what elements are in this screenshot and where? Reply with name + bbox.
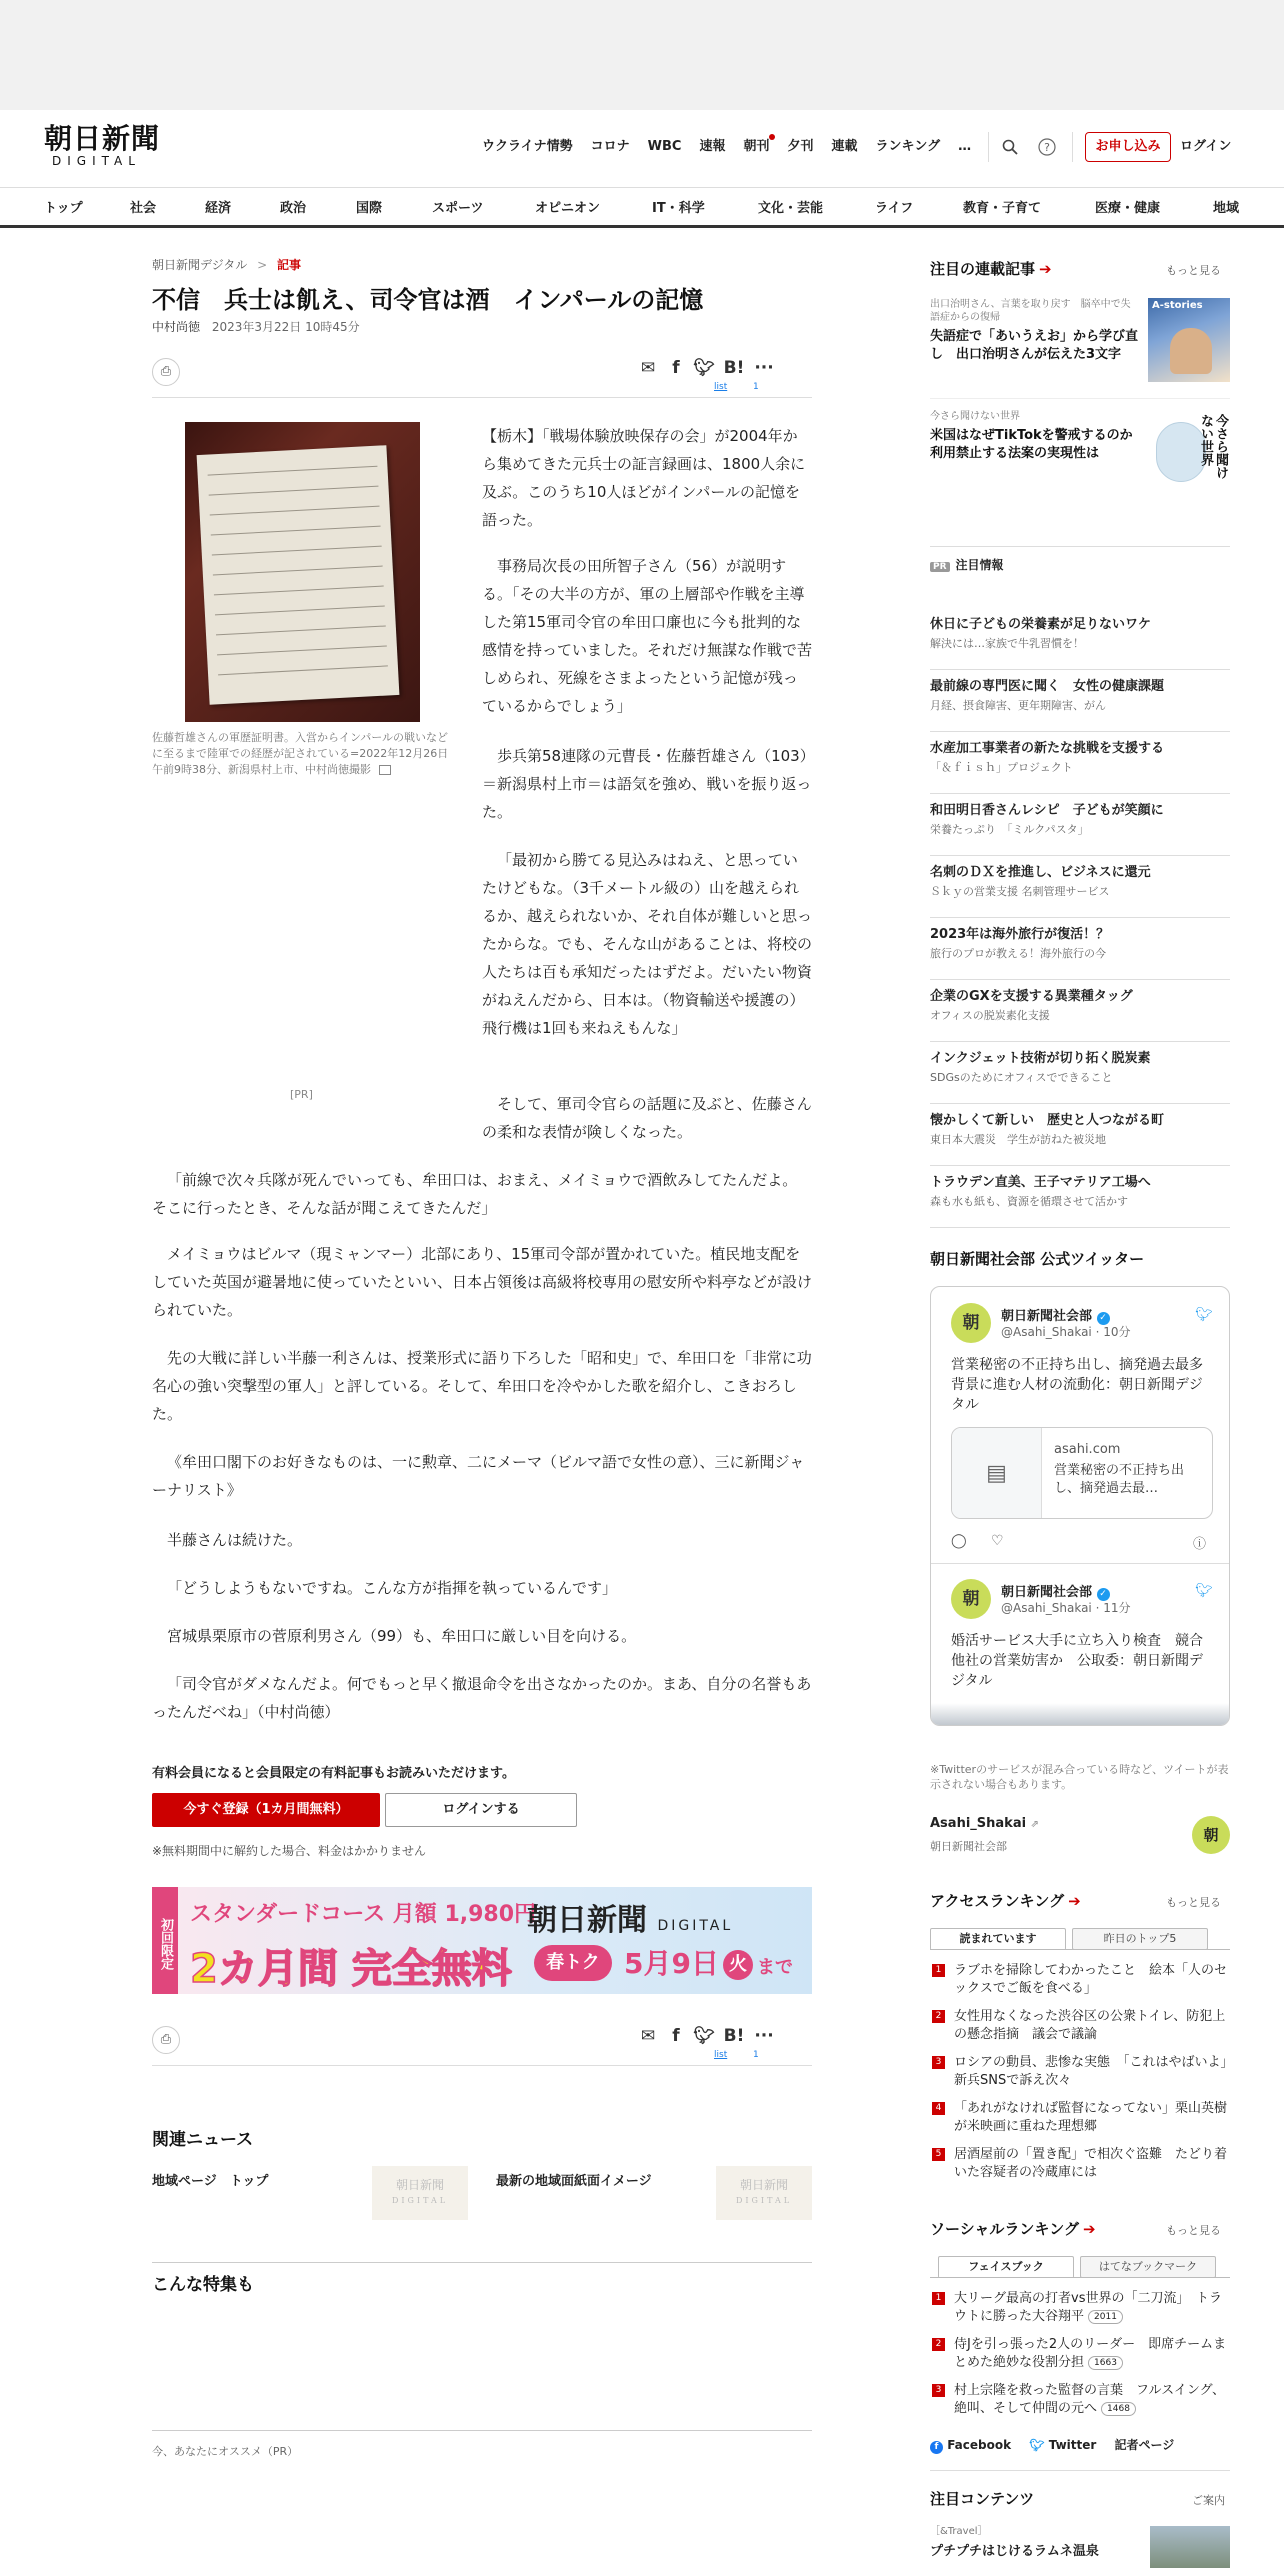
attention-item[interactable] xyxy=(930,988,1230,1042)
article-photo[interactable] xyxy=(185,422,420,722)
rank-number: 3 xyxy=(932,2384,945,2397)
tab-yesterday-top5[interactable]: 昨日のトップ5 xyxy=(1072,1928,1208,1950)
share-count: 1 xyxy=(753,382,759,392)
share-list-link[interactable]: list xyxy=(714,382,728,392)
tab-hatena[interactable]: はてなブックマーク xyxy=(1080,2256,1216,2278)
ranking-item[interactable] xyxy=(932,2100,1228,2140)
serial-category: 出口治明さん、言葉を取り戻す 脳卒中で失語症からの復帰 xyxy=(930,299,1131,323)
attention-title: トラウデン直美、王子マテリア工場へ xyxy=(930,1175,1151,1190)
twitter-icon[interactable]: 🐦︎ xyxy=(693,358,715,378)
attention-title: 最前線の専門医に聞く 女性の健康課題 xyxy=(930,679,1165,694)
paywall-note: 有料会員になると会員限定の有料記事もお読みいただけます。 xyxy=(152,1766,515,1781)
more-share-icon[interactable]: ··· xyxy=(754,358,774,378)
tweet-link-card[interactable] xyxy=(951,1427,1213,1519)
share-count-badge: 1468 xyxy=(1101,2402,1136,2416)
top-nav-label: 朝刊 xyxy=(743,139,770,154)
top-nav-item[interactable]: 連載 xyxy=(831,139,858,154)
article-byline xyxy=(152,318,360,335)
category-nav-item[interactable]: 文化・芸能 xyxy=(758,201,824,216)
divider xyxy=(1072,132,1073,162)
twitter-bird-icon[interactable]: 🐦︎ xyxy=(1195,1307,1213,1323)
serial-thumb[interactable] xyxy=(1148,298,1230,382)
divider xyxy=(930,1949,1230,1950)
article-paragraph: 《牟田口閣下のお好きなものは、一に勲章、二にメーマ（ビルマ語で女性の意）、三に新聞ジャーナリスト》 xyxy=(152,1453,805,1499)
serial-heading[interactable] xyxy=(930,258,1052,279)
attention-sub: Ｓｋｙの営業支援 名刺管理サービス xyxy=(930,885,1110,898)
article-icon: ▤ xyxy=(952,1428,1042,1519)
help-icon[interactable] xyxy=(1036,136,1058,158)
access-tabs xyxy=(930,1928,1208,1950)
face-shape xyxy=(1170,328,1212,374)
top-nav-item[interactable]: ウクライナ情勢 xyxy=(482,139,573,154)
article-paragraph: そして、軍司令官らの話題に及ぶと、佐藤さんの柔和な表情が険しくなった。 xyxy=(482,1095,812,1141)
attention-title: 和田明日香さんレシピ 子どもが笑顔に xyxy=(930,803,1164,818)
access-ranking-heading[interactable] xyxy=(930,1890,1081,1911)
rank-title xyxy=(954,2382,1228,2418)
attention-heading xyxy=(930,556,1004,573)
more-menu-icon[interactable]: … xyxy=(958,139,972,154)
category-nav-item[interactable]: スポーツ xyxy=(432,201,484,216)
attention-title: 企業のGXを支援する異業種タッグ xyxy=(930,989,1133,1004)
top-nav-item[interactable]: ランキング xyxy=(875,139,941,154)
category-nav-item[interactable]: 政治 xyxy=(280,201,307,216)
feature-heading: こんな特集も xyxy=(152,2275,254,2295)
rank-number: 1 xyxy=(932,1964,945,1977)
rank-title: 「あれがなければ監督になってない」栗山英樹が米映画に重ねた理想郷 xyxy=(954,2101,1228,2134)
tweet-body: 営業秘密の不正持ち出し、摘発過去最多 背景に進む人材の流動化：朝日新聞デジタル xyxy=(951,1357,1217,1413)
rank-title: 女性用なくなった渋谷区の公衆トイレ、防犯上の懸念指摘 議会で議論 xyxy=(954,2009,1226,2042)
banner-course-text: スタンダードコース 月額 1,980円 xyxy=(190,1902,537,1927)
account-name[interactable] xyxy=(930,1816,1039,1831)
facebook-icon: f xyxy=(930,2441,943,2454)
content-guide-link[interactable]: ご案内 xyxy=(1192,2494,1225,2507)
rank-number: 4 xyxy=(932,2102,945,2115)
facebook-icon[interactable]: f xyxy=(672,2026,680,2046)
print-icon[interactable]: ⎙ xyxy=(152,2026,180,2054)
facebook-link[interactable] xyxy=(930,2438,1011,2452)
photo-caption xyxy=(152,730,452,778)
attention-sub: 「＆ｆｉｓｈ」プロジェクト xyxy=(930,761,1073,774)
article-paragraph: 【栃木】「戦場体験放映保存の会」が2004年から集めてきた元兵士の証言録画は、1800人余に及ぶ。このうち10人ほどがインパールの記憶を語った。 xyxy=(482,427,806,529)
serial-title: 米国はなぜTikTokを警戒するのか 利用禁止する法案の実現性は xyxy=(930,428,1146,461)
top-nav-item[interactable]: 夕刊 xyxy=(787,139,814,154)
breadcrumb-home[interactable]: 朝日新聞デジタル xyxy=(152,258,248,272)
like-icon[interactable]: ♡ xyxy=(991,1533,1004,1549)
attention-item[interactable] xyxy=(930,616,1230,670)
more-share-icon[interactable]: ··· xyxy=(754,2026,774,2046)
attention-heading-text: 注目情報 xyxy=(955,558,1004,572)
register-button[interactable]: 今すぐ登録（1カ月間無料） xyxy=(152,1793,380,1827)
thumb-label: 今さら聞けない世界 xyxy=(1198,414,1228,479)
rank-title-text: 村上宗隆を救った監督の言葉 フルスイング、絶叫、そして仲間の元へ xyxy=(954,2383,1226,2416)
twitter-heading: 朝日新聞社会部 公式ツイッター xyxy=(930,1250,1145,1268)
top-ad-area xyxy=(0,0,1284,110)
attention-sub: 旅行のプロが教える！海外旅行の今 xyxy=(930,947,1106,960)
breadcrumb xyxy=(152,256,301,273)
article-paragraph: 宮城県栗原市の菅原利男さん（99）も、牟田口に厳しい目を向ける。 xyxy=(167,1627,637,1645)
banner-limited-label: 初回限定 xyxy=(152,1887,178,1994)
rank-title: ロシアの動員、悲惨な実態 「これはやばいよ」新兵SNSで訴え次々 xyxy=(954,2055,1228,2088)
tab-most-read[interactable]: 読まれています xyxy=(930,1928,1066,1950)
serial-category: 今さら聞けない世界 xyxy=(930,411,1020,422)
pr-badge: PR xyxy=(930,562,950,572)
tweet-body: 婚活サービス大手に立ち入り検査 競合他社の営業妨害か 公取委：朝日新聞デジタル xyxy=(951,1633,1203,1689)
divider xyxy=(930,546,1230,547)
social-links xyxy=(930,2436,1188,2454)
article-paragraph: 「どうしようもないですね。こんな方が指揮を執っているんです」 xyxy=(167,1579,618,1597)
banner-brand-sub: DIGITAL xyxy=(657,1918,734,1934)
article-paragraph: 事務局次長の田所智子さん（56）が説明する。「その大半の方が、軍の上層部や作戦を主導した第15軍司令官の牟田口廉也に今も批判的な感情を持っていました。それだけ無謀な作戦で苦しめられ、死線をさまよったという記憶が残っているからでしょう」 xyxy=(482,557,813,715)
serial-thumb[interactable] xyxy=(1148,408,1230,492)
breadcrumb-separator: > xyxy=(257,258,268,272)
category-nav-item[interactable]: トップ xyxy=(44,201,83,216)
card-text: 営業秘密の不正持ち出し、摘発過去最… xyxy=(1054,1463,1185,1496)
article-paragraph: 「前線で次々兵隊が死んでいっても、牟田口は、おまえ、メイミョウで酒飲みしてたんだよ。そこに行ったとき、そんな話が聞こえてきたんだ」 xyxy=(152,1171,798,1217)
content-heading: 注目コンテンツ xyxy=(930,2490,1035,2508)
related-news-heading: 関連ニュース xyxy=(152,2130,254,2150)
article-date: 2023年3月22日 10時45分 xyxy=(211,320,360,334)
mail-icon[interactable]: ✉ xyxy=(640,358,656,378)
attention-item[interactable] xyxy=(930,678,1230,732)
category-nav-item[interactable]: 国際 xyxy=(356,201,383,216)
tweet-author[interactable] xyxy=(1001,1581,1110,1601)
mail-icon[interactable]: ✉ xyxy=(640,2026,656,2046)
attention-title: 休日に子どもの栄養素が足りないワケ xyxy=(930,617,1152,632)
rank-number: 2 xyxy=(932,2010,945,2023)
arrow-right-icon: ➔ xyxy=(1039,260,1052,278)
category-nav-item[interactable]: 教育・子育て xyxy=(963,201,1042,216)
print-icon[interactable]: ⎙ xyxy=(152,358,180,386)
category-nav-item[interactable]: IT・科学 xyxy=(652,201,705,216)
related-thumb[interactable] xyxy=(372,2166,468,2220)
article-paragraph: 「司令官がダメなんだよ。何でもっと早く撤退命令を出さなかったのか。まあ、自分の名誉もあったんだべね」（中村尚徳） xyxy=(152,1675,812,1721)
rank-title: ラブホを掃除してわかったこと 絵本「人のセックスでご飯を食べる」 xyxy=(954,1963,1228,1996)
twitter-icon: 🐦︎ xyxy=(1029,2438,1045,2452)
content-category: ［&Travel］ xyxy=(930,2526,988,2537)
avatar[interactable]: 朝 xyxy=(951,1579,991,1619)
arrow-right-icon: ➔ xyxy=(1082,2220,1096,2238)
attention-sub: 解決には…家族で牛乳習慣を！ xyxy=(930,637,1084,650)
free-period-note: ※無料期間中に解約した場合、料金はかかりません xyxy=(152,1844,427,1858)
photo-caption-text: 佐藤哲雄さんの軍歴証明書。入営からインパールの戦いなどに至るまで陸軍での経歴が記されている=2022年12月26日午前9時38分、新潟県村上市、中村尚徳撮影 xyxy=(152,731,449,776)
related-news-item[interactable]: 最新の地域面紙面イメージ xyxy=(496,2174,652,2189)
logo-text: 朝日新聞 xyxy=(44,122,161,155)
ranking-item[interactable] xyxy=(932,2054,1228,2094)
avatar[interactable]: 朝 xyxy=(1192,1816,1230,1854)
attention-sub: SDGsのためにオフィスでできること xyxy=(930,1071,1113,1084)
social-more-link[interactable]: もっと見る xyxy=(1166,2224,1221,2237)
attention-sub: オフィスの脱炭素化支援 xyxy=(930,1009,1050,1022)
external-link-icon: ⇗ xyxy=(1030,1819,1039,1830)
serial-item[interactable] xyxy=(930,410,1146,463)
banner-free-text: 2カ月間 完全無料 xyxy=(190,1946,512,1992)
article-paragraph: メイミョウはビルマ（現ミャンマー）北部にあり、15軍司令部が置かれていた。植民地支配をしていた英国が避暑地に使っていたといい、日本占領後は高級将校専用の慰安所や料亭などが設けられていた。 xyxy=(152,1245,813,1319)
article-paragraph: 先の大戦に詳しい半藤一利さんは、授業形式に語り下ろした「昭和史」で、牟田口を「非常に功名心の強い突撃型の軍人」と評している。そして、牟田口を冷やかした歌を紹介し、こきおろした。 xyxy=(152,1349,812,1423)
document-image xyxy=(197,445,400,705)
attention-item[interactable] xyxy=(930,1174,1230,1228)
article-paragraph: 歩兵第58連隊の元曹長・佐藤哲雄さん（103）＝新潟県村上市＝は語気を強め、戦いを振り返った。 xyxy=(482,747,812,821)
rank-title-text: 侍Jを引っ張った2人のリーダー 即席チームまとめた絶妙な役割分担 xyxy=(954,2337,1227,2370)
share-list-link[interactable]: list xyxy=(714,2050,728,2060)
category-nav xyxy=(0,188,1284,228)
breadcrumb-current[interactable]: 記事 xyxy=(277,258,302,272)
tab-facebook[interactable]: フェイスブック xyxy=(938,2256,1074,2278)
category-nav-item[interactable]: オピニオン xyxy=(535,201,601,216)
social-ranking-item[interactable] xyxy=(932,2336,1228,2376)
attention-sub: 月経、摂食障害、更年期障害、がん xyxy=(930,699,1106,712)
category-nav-item[interactable]: 経済 xyxy=(205,201,232,216)
tweet-handle: @Asahi_Shakai · 11分 xyxy=(1001,1601,1131,1615)
attention-title: インクジェット技術が切り拓く脱炭素 xyxy=(930,1051,1151,1066)
category-nav-item[interactable]: 医療・健康 xyxy=(1095,201,1161,216)
rank-title xyxy=(954,2336,1228,2372)
top-nav-item[interactable]: WBC xyxy=(647,139,682,154)
attention-item[interactable] xyxy=(930,740,1230,794)
share-count-badge: 1663 xyxy=(1088,2356,1123,2370)
social-ranking-item[interactable] xyxy=(932,2290,1228,2330)
rank-number: 1 xyxy=(932,2292,945,2305)
share-bar-top xyxy=(152,350,812,398)
svg-text:?: ? xyxy=(1044,141,1050,154)
access-more-link[interactable]: もっと見る xyxy=(1166,1896,1221,1909)
banner-date xyxy=(624,1942,793,1982)
divider xyxy=(930,398,1230,399)
tweet-author-name: 朝日新聞社会部 xyxy=(1001,1585,1093,1600)
subscribe-button[interactable]: お申し込み xyxy=(1085,132,1171,162)
account-name-text: Asahi_Shakai xyxy=(930,1816,1027,1831)
verified-icon: ✓ xyxy=(1097,1588,1110,1601)
account-sub: 朝日新聞社会部 xyxy=(930,1840,1007,1853)
content-title[interactable]: プチプチはじけるラムネ温泉 xyxy=(930,2544,1099,2559)
attention-item[interactable] xyxy=(930,1112,1230,1166)
pr-label: [PR] xyxy=(290,1088,313,1101)
new-indicator-dot xyxy=(769,134,775,140)
related-thumb[interactable] xyxy=(716,2166,812,2220)
facebook-link-text: Facebook xyxy=(947,2438,1012,2452)
top-nav-item[interactable]: コロナ xyxy=(590,139,630,154)
attention-title: 懐かしくて新しい 歴史と人つながる町 xyxy=(930,1113,1165,1128)
thumb-logo-sub: DIGITAL xyxy=(391,2196,449,2205)
serial-title: 失語症で「あいうえお」から学び直し 出口治明さんが伝えた3文字 xyxy=(930,329,1139,362)
social-ranking-item[interactable] xyxy=(932,2382,1228,2422)
attention-title: 名刺のＤＸを推進し、ビジネスに還元 xyxy=(930,865,1151,880)
reporter-page-link[interactable]: 記者ページ xyxy=(1114,2438,1175,2452)
tweet[interactable] xyxy=(951,1579,1213,1719)
social-ranking-heading-text: ソーシャルランキング xyxy=(930,2220,1079,2238)
banner-weekday: 火 xyxy=(723,1950,753,1980)
reply-icon[interactable]: ◯ xyxy=(951,1533,967,1549)
attention-title: 2023年は海外旅行が復活！？ xyxy=(930,927,1110,942)
card-domain: asahi.com xyxy=(1054,1442,1121,1457)
attention-sub: 栄養たっぷり 「ミルクパスタ」 xyxy=(930,823,1089,836)
rank-title-text: 大リーグ最高の打者vs世界の「二刀流」 トラウトに勝った大谷翔平 xyxy=(954,2291,1222,2324)
twitter-link-text: Twitter xyxy=(1048,2438,1097,2452)
rank-number: 2 xyxy=(932,2338,945,2351)
hatena-bookmark-icon[interactable]: B! xyxy=(723,2026,745,2046)
tweet-author[interactable] xyxy=(1001,1305,1110,1325)
twitter-note: ※Twitterのサービスが混み合っている時など、ツイートが表示されない場合もあります。 xyxy=(930,1763,1229,1791)
category-nav-item[interactable]: 社会 xyxy=(130,201,157,216)
timeline-fade xyxy=(931,1703,1230,1726)
related-news-item[interactable]: 地域ページ トップ xyxy=(152,2174,269,2189)
logo-subtext: DIGITAL xyxy=(52,154,141,168)
twitter-timeline[interactable] xyxy=(930,1286,1230,1726)
recommend-label: 今、あなたにオススメ（PR） xyxy=(152,2445,299,2458)
gallery-icon[interactable] xyxy=(379,765,391,775)
divider xyxy=(930,2470,1230,2471)
attention-title: 水産加工事業者の新たな挑戦を支援する xyxy=(930,741,1165,756)
divider xyxy=(152,2262,812,2263)
hatena-bookmark-icon[interactable]: B! xyxy=(723,358,745,378)
attention-item[interactable] xyxy=(930,1050,1230,1104)
rank-number: 5 xyxy=(932,2148,945,2161)
attention-item[interactable] xyxy=(930,802,1230,856)
site-logo[interactable] xyxy=(44,124,174,170)
rank-title xyxy=(954,2290,1228,2326)
share-count-badge: 2011 xyxy=(1088,2310,1123,2324)
login-link[interactable]: ログイン xyxy=(1180,139,1232,154)
ranking-item[interactable] xyxy=(932,1962,1228,2002)
promo-banner[interactable] xyxy=(152,1887,812,1994)
top-nav-item[interactable]: 速報 xyxy=(699,139,726,154)
twitter-icon[interactable]: 🐦︎ xyxy=(693,2026,715,2046)
divider xyxy=(930,2277,1230,2278)
social-ranking-heading[interactable] xyxy=(930,2218,1096,2239)
rank-number: 3 xyxy=(932,2056,945,2069)
ranking-item[interactable] xyxy=(932,2146,1228,2186)
tweet-author-name: 朝日新聞社会部 xyxy=(1001,1309,1093,1324)
rank-title: 居酒屋前の「置き配」で相次ぐ盗難 たどり着いた容疑者の冷蔵庫には xyxy=(954,2147,1228,2180)
search-icon[interactable] xyxy=(999,136,1021,158)
article-paragraph: 半藤さんは続けた。 xyxy=(167,1531,303,1549)
serial-heading-text: 注目の連載記事 xyxy=(930,260,1036,278)
verified-icon: ✓ xyxy=(1097,1312,1110,1325)
attention-item[interactable] xyxy=(930,864,1230,918)
attention-item[interactable] xyxy=(930,926,1230,980)
banner-date-text: 5月9日 xyxy=(624,1947,719,1980)
arrow-right-icon: ➔ xyxy=(1068,1892,1081,1910)
divider xyxy=(152,2430,812,2431)
thumb-logo: 朝日新聞 xyxy=(395,2178,444,2192)
ranking-item[interactable] xyxy=(932,2008,1228,2048)
article-author[interactable]: 中村尚徳 xyxy=(152,320,201,334)
tweet-handle: @Asahi_Shakai · 10分 xyxy=(1001,1325,1131,1339)
banner-made: まで xyxy=(756,1957,793,1978)
top-nav xyxy=(482,136,989,158)
paywall-login-button[interactable]: ログインする xyxy=(385,1793,577,1827)
category-nav-item[interactable]: ライフ xyxy=(875,201,914,216)
thumb-logo-sub: DIGITAL xyxy=(735,2196,793,2205)
banner-brand xyxy=(527,1895,733,1939)
twitter-link[interactable] xyxy=(1029,2438,1096,2452)
article-title: 不信 兵士は飢え、司令官は酒 インパールの記憶 xyxy=(152,286,704,314)
serial-item[interactable] xyxy=(930,298,1140,364)
banner-spring-badge: 春トク xyxy=(534,1945,612,1981)
social-tabs xyxy=(938,2256,1216,2278)
attention-sub: 森も水も紙も、資源を循環させて活かす xyxy=(930,1195,1128,1208)
access-ranking-heading-text: アクセスランキング xyxy=(930,1892,1065,1910)
share-bar-bottom xyxy=(152,2018,812,2066)
content-thumb[interactable] xyxy=(1150,2526,1230,2568)
banner-brand-text: 朝日新聞 xyxy=(527,1903,647,1938)
category-nav-item[interactable]: 地域 xyxy=(1213,201,1240,216)
avatar[interactable]: 朝 xyxy=(951,1303,991,1343)
thumb-logo: 朝日新聞 xyxy=(739,2178,788,2192)
share-count: 1 xyxy=(753,2050,759,2060)
article-paragraph: 「最初から勝てる見込みはねえ、と思っていたけどもな。（3千メートル級の）山を越えられるか、越えられないか、それ自体が難しいと思ったからな。でも、そんな山があることは、将校の人たちは百も承知だったはずだよ。だいたい物資がねえんだから、日本は。（物資輸送や援護の）飛行機は1回も来ねえもんな」 xyxy=(482,851,813,1037)
thumb-label: A-stories xyxy=(1152,300,1203,311)
divider xyxy=(988,132,989,162)
twitter-bird-icon[interactable]: 🐦︎ xyxy=(1195,1583,1213,1599)
facebook-icon[interactable]: f xyxy=(672,358,680,378)
attention-sub: 東日本大震災 学生が訪ねた被災地 xyxy=(930,1133,1106,1146)
divider xyxy=(931,1563,1230,1564)
serial-more-link[interactable]: もっと見る xyxy=(1166,264,1221,277)
top-nav-item[interactable] xyxy=(743,136,769,158)
info-icon[interactable]: ⓘ xyxy=(1193,1537,1207,1552)
